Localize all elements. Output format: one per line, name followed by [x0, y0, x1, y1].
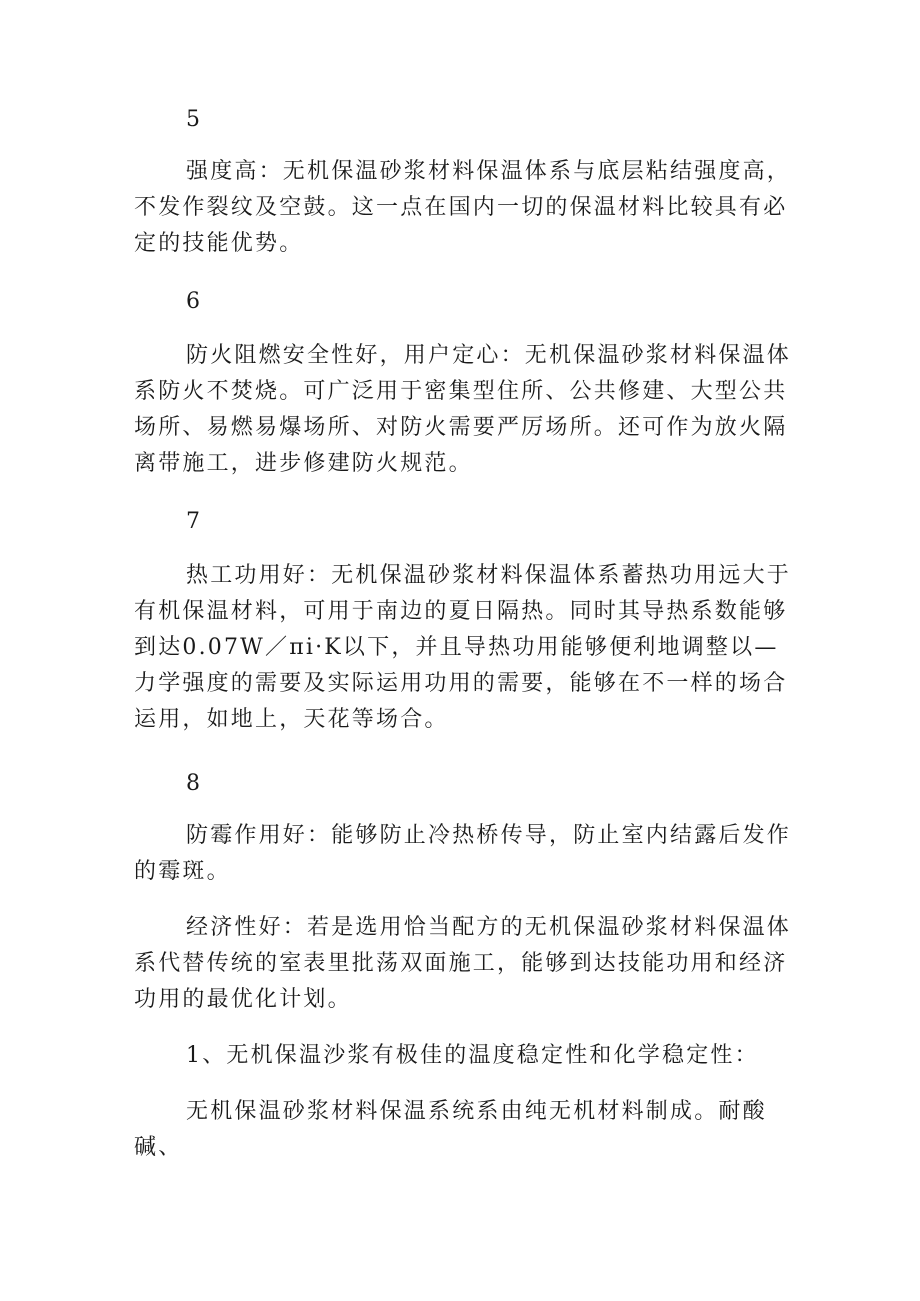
paragraph-thermal: 热工功用好：无机保温砂浆材料保温体系蓄热功用远大于有机保温材料，可用于南边的夏日隔热。同时其导热系数能够到达0.07W／πi·K以下，并且导热功用能够便利地调整以—力学强度的需要及实际运用功用的需要，能够在不一样的场合运用，如地上，天花等场合。 [134, 563, 792, 732]
section-number-5: 5 [186, 107, 200, 132]
section-number-8: 8 [186, 771, 200, 796]
paragraph-economy: 经济性好：若是选用恰当配方的无机保温砂浆材料保温体系代替传统的室表里批荡双面施工，能够到达技能功用和经济功用的最优化计划。 [134, 915, 792, 1012]
paragraph-mold-resistance: 防霉作用好：能够防止冷热桥传导，防止室内结露后发作的霉斑。 [134, 823, 792, 884]
item-heading: 1、无机保温沙浆有极佳的温度稳定性和化学稳定性： [186, 1043, 759, 1068]
paragraph-inorganic: 无机保温砂浆材料保温系统系由纯无机材料制成。耐酸碱、 [134, 1099, 767, 1160]
paragraph-fire-resistance: 防火阻燃安全性好，用户定心：无机保温砂浆材料保温体系防火不焚烧。可广泛用于密集型住所、公共修建、大型公共场所、易燃易爆场所、对防火需要严厉场所。还可作为放火隔离带施工，进步修建防火规范。 [134, 343, 792, 476]
section-number-6: 6 [186, 289, 200, 314]
paragraph-strength: 强度高：无机保温砂浆材料保温体系与底层粘结强度高，不发作裂纹及空鼓。这一点在国内一切的保温材料比较具有必定的技能优势。 [134, 159, 792, 256]
section-number-7: 7 [186, 509, 200, 534]
